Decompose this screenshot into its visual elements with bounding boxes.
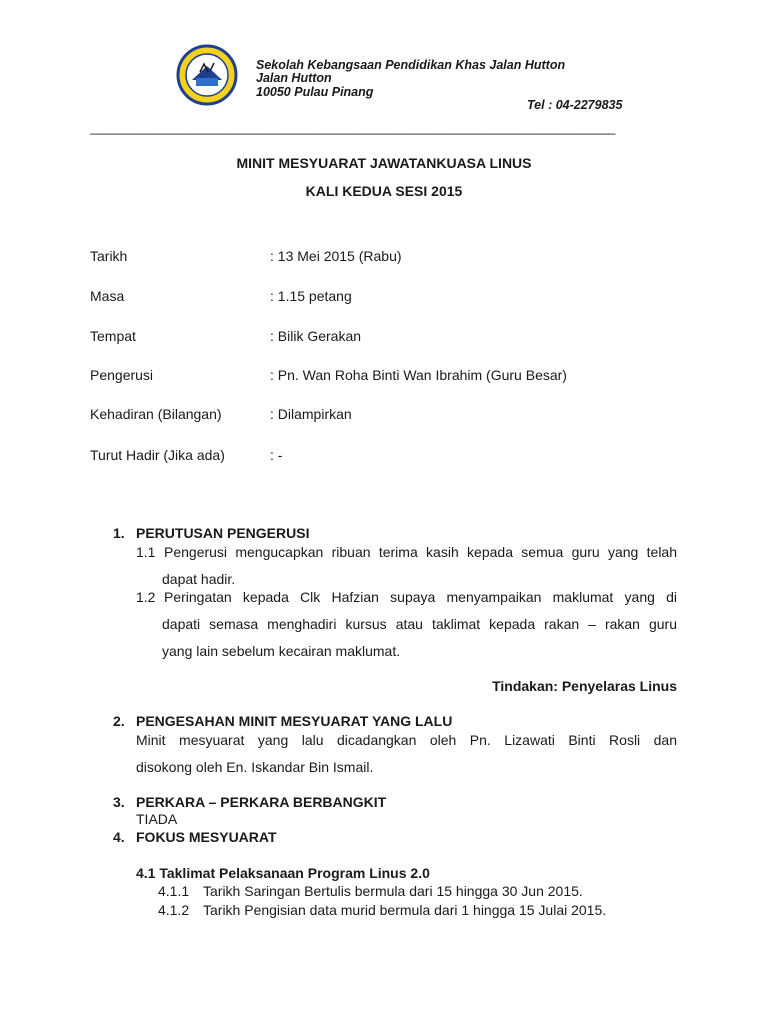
section-3-title: PERKARA – PERKARA BERBANGKIT: [136, 794, 387, 810]
info-value-turut-hadir: : -: [270, 447, 283, 463]
item-1-2-number: 1.2: [136, 589, 156, 605]
telephone: Tel : 04-2279835: [527, 98, 623, 112]
item-1-2-line-3: yang lain sebelum kecairan maklumat.: [162, 643, 401, 659]
info-label-kehadiran: Kehadiran (Bilangan): [90, 406, 222, 422]
section-2-line-1: Minit mesyuarat yang lalu dicadangkan oleh Pn. Lizawati Binti Rosli dan: [136, 732, 677, 748]
section-3-body: TIADA: [136, 811, 178, 827]
section-4-title: FOKUS MESYUARAT: [136, 829, 277, 845]
document-title: MINIT MESYUARAT JAWATANKUASA LINUS: [236, 155, 532, 171]
item-4-1-2-text: Tarikh Pengisian data murid bermula dari 1 hingga 15 Julai 2015.: [203, 902, 607, 918]
info-value-tempat: : Bilik Gerakan: [270, 328, 362, 344]
info-value-masa: : 1.15 petang: [270, 288, 352, 304]
school-name: Sekolah Kebangsaan Pendidikan Khas Jalan Hutton: [256, 58, 566, 72]
info-label-tarikh: Tarikh: [90, 248, 128, 264]
section-3-number: 3.: [113, 794, 125, 810]
section-2-title: PENGESAHAN MINIT MESYUARAT YANG LALU: [136, 713, 453, 729]
item-1-1-line-1: Pengerusi mengucapkan ribuan terima kasih kepada semua guru yang telah: [164, 544, 677, 560]
item-4-1-1-text: Tarikh Saringan Bertulis bermula dari 15 hingga 30 Jun 2015.: [203, 883, 583, 899]
school-logo: [176, 44, 238, 106]
address-line-2: 10050 Pulau Pinang: [256, 85, 374, 99]
document-subtitle: KALI KEDUA SESI 2015: [305, 183, 463, 199]
info-label-masa: Masa: [90, 288, 125, 304]
item-1-1-number: 1.1: [136, 544, 156, 560]
info-value-pengerusi: : Pn. Wan Roha Binti Wan Ibrahim (Guru Besar): [270, 367, 567, 383]
section-2-line-2: disokong oleh En. Iskandar Bin Ismail.: [136, 759, 374, 775]
item-1-2-line-2: dapati semasa menghadiri kursus atau taklimat kepada rakan – rakan guru: [162, 616, 677, 632]
address-line-1: Jalan Hutton: [256, 71, 332, 85]
item-1-2-line-1: Peringatan kepada Clk Hafzian supaya menyampaikan maklumat yang di: [164, 589, 677, 605]
section-2-number: 2.: [113, 713, 125, 729]
info-value-kehadiran: : Dilampirkan: [270, 406, 352, 422]
section-1-tindakan: Tindakan: Penyelaras Linus: [492, 678, 677, 694]
info-value-tarikh: : 13 Mei 2015 (Rabu): [270, 248, 402, 264]
header-rule: ______________________________________________________________________________: [90, 120, 615, 135]
item-4-1-1-number: 4.1.1: [158, 883, 190, 899]
item-1-1-line-2: dapat hadir.: [162, 571, 236, 587]
section-1-title: PERUTUSAN PENGERUSI: [136, 525, 310, 541]
info-label-tempat: Tempat: [90, 328, 136, 344]
section-4-number: 4.: [113, 829, 125, 845]
section-1-number: 1.: [113, 525, 125, 541]
item-4-1-2-number: 4.1.2: [158, 902, 190, 918]
info-label-pengerusi: Pengerusi: [90, 367, 154, 383]
info-label-turut-hadir: Turut Hadir (Jika ada): [90, 447, 225, 463]
section-4-1-title: 4.1 Taklimat Pelaksanaan Program Linus 2.0: [136, 865, 430, 881]
